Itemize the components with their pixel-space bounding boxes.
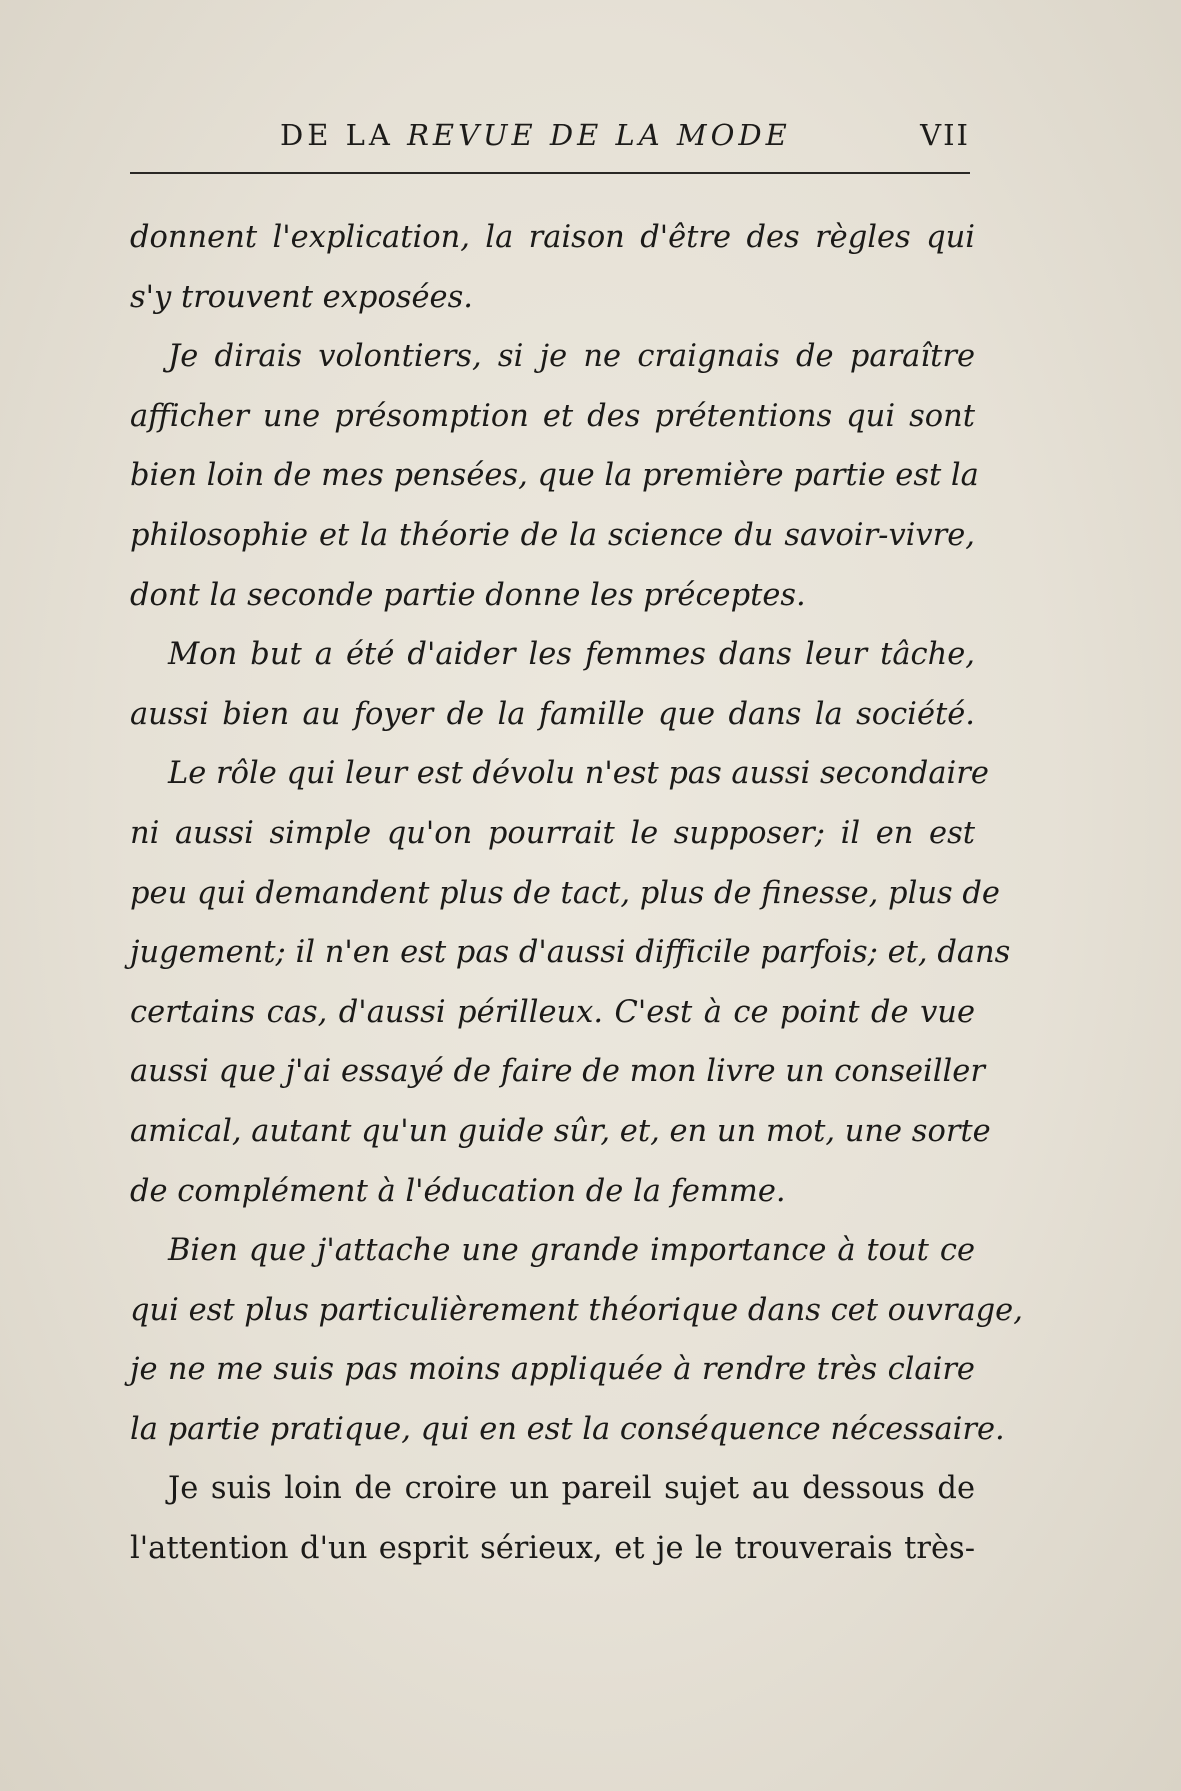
- running-header: [130, 118, 970, 158]
- text-line: amical, autant qu'un guide sûr, et, en un mot, une sorte: [130, 1113, 991, 1149]
- text-line: je ne me suis pas moins appliquée à rendre très claire: [130, 1352, 975, 1388]
- text-line: dont la seconde partie donne les préceptes.: [130, 577, 806, 613]
- text-line: l'attention d'un esprit sérieux, et je le trouverais très-: [130, 1531, 975, 1567]
- text-line: Le rôle qui leur est dévolu n'est pas aussi secondaire: [168, 756, 989, 792]
- text-line: philosophie et la théorie de la science du savoir-vivre,: [130, 517, 975, 553]
- text-line: certains cas, d'aussi périlleux. C'est à ce point de vue: [130, 994, 975, 1030]
- body-text: [130, 208, 1023, 1579]
- text-line: Bien que j'attache une grande importance à tout ce: [168, 1233, 975, 1269]
- running-title-prefix: DE LA: [280, 118, 394, 152]
- text-line: aussi que j'ai essayé de faire de mon livre un conseiller: [130, 1054, 985, 1090]
- page-number: VII: [920, 118, 970, 152]
- text-line: aussi bien au foyer de la famille que dans la société.: [130, 696, 975, 732]
- text-line: ni aussi simple qu'on pourrait le supposer; il en est: [130, 815, 975, 851]
- text-line: Mon but a été d'aider les femmes dans leur tâche,: [168, 637, 975, 673]
- text-line: peu qui demandent plus de tact, plus de finesse, plus de: [130, 875, 1000, 911]
- text-line: Je suis loin de croire un pareil sujet au dessous de: [168, 1471, 975, 1507]
- text-line: bien loin de mes pensées, que la première partie est la: [130, 458, 979, 494]
- text-line: afficher une présomption et des prétentions qui sont: [130, 398, 975, 434]
- text-line: la partie pratique, qui en est la conséquence nécessaire.: [130, 1411, 1005, 1447]
- text-line: s'y trouvent exposées.: [130, 279, 473, 315]
- text-line: donnent l'explication, la raison d'être des règles qui: [130, 220, 975, 255]
- text-line: jugement; il n'en est pas d'aussi difficile parfois; et, dans: [130, 935, 1011, 971]
- text-line: de complément à l'éducation de la femme.: [130, 1173, 786, 1209]
- running-title: [280, 118, 791, 152]
- text-line: qui est plus particulièrement théorique dans cet ouvrage,: [130, 1292, 1023, 1328]
- header-rule: [130, 172, 970, 174]
- running-title-italic: REVUE DE LA MODE: [407, 118, 791, 152]
- text-line: Je dirais volontiers, si je ne craignais de paraître: [168, 339, 975, 375]
